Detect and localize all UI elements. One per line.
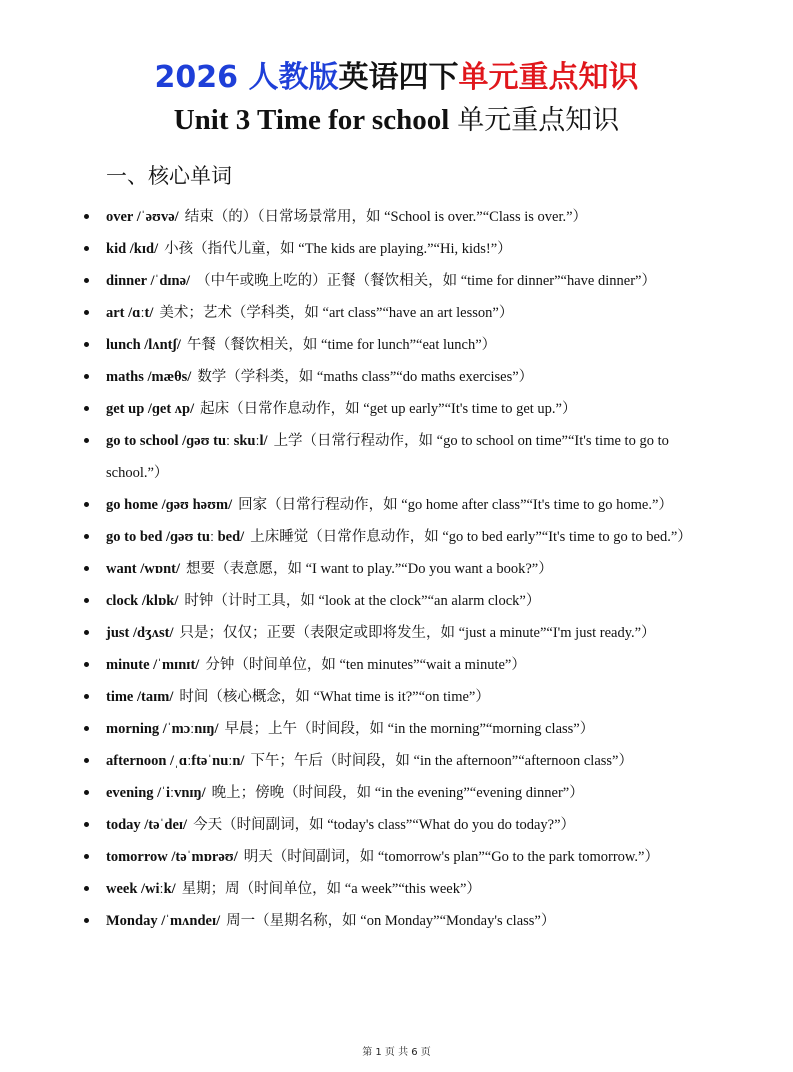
vocab-meaning: 分钟（时间单位，如 “ten minutes”“wait a minute”） (205, 657, 526, 673)
vocab-item (0, 873, 793, 905)
vocab-word: minute /ˈmɪnɪt/ (106, 657, 200, 673)
vocab-word: get up /ɡet ʌp/ (106, 401, 195, 417)
vocab-meaning: （中午或晚上吃的）正餐（餐饮相关，如 “time for dinner”“have dinner”） (196, 273, 656, 289)
vocab-word: want /wɒnt/ (106, 561, 180, 577)
vocab-item (0, 265, 793, 297)
vocab-item (0, 809, 793, 841)
vocab-item (0, 361, 793, 393)
banner-part-topic: 单元重点知识 (458, 60, 639, 95)
vocab-meaning: 明天（时间副词，如 “tomorrow's plan”“Go to the park tomorrow.”） (243, 849, 659, 865)
vocab-meaning: 数学（学科类，如 “maths class”“do maths exercises”） (197, 369, 534, 385)
page-footer: 第 1 页 共 6 页 (362, 1047, 431, 1058)
vocab-word: tomorrow /təˈmɒrəʊ/ (106, 849, 238, 865)
vocab-item (0, 905, 793, 937)
vocab-word: today /təˈdeɪ/ (106, 817, 188, 833)
vocab-item (0, 201, 793, 233)
vocab-word: morning /ˈmɔːnɪŋ/ (106, 721, 219, 737)
vocab-item (0, 841, 793, 873)
unit-title-english: Unit 3 Time for school (173, 104, 450, 136)
banner-title (0, 52, 793, 96)
vocab-item (0, 489, 793, 521)
vocab-meaning: 想要（表意愿，如 “I want to play.”“Do you want a book?”） (186, 561, 553, 577)
section-heading: 一、核心单词 (106, 164, 232, 188)
vocab-word: go to bed /ɡəʊ tuː bed/ (106, 529, 245, 545)
banner-part-edition: 2026 人教版 (154, 60, 339, 95)
vocab-meaning: 时间（核心概念，如 “What time is it?”“on time”） (179, 689, 490, 705)
vocab-word: over /ˈəʊvə/ (106, 209, 179, 225)
vocab-word: Monday /ˈmʌndeɪ/ (106, 913, 221, 929)
vocab-word: afternoon /ˌɑːftəˈnuːn/ (106, 753, 245, 769)
vocab-word: kid /kɪd/ (106, 241, 159, 257)
vocab-item (0, 329, 793, 361)
vocab-list (0, 201, 793, 937)
vocab-word: art /ɑːt/ (106, 305, 154, 321)
vocab-meaning: 起床（日常作息动作，如 “get up early”“It's time to get up.”） (200, 401, 577, 417)
vocab-item (0, 233, 793, 265)
vocab-word: evening /ˈiːvnɪŋ/ (106, 785, 206, 801)
vocab-word: just /dʒʌst/ (106, 625, 174, 641)
vocab-item (0, 713, 793, 745)
vocab-item (0, 617, 793, 649)
vocab-meaning: 美术；艺术（学科类，如 “art class”“have an art lesson”） (159, 305, 514, 321)
vocab-item (0, 553, 793, 585)
vocab-meaning: 早晨；上午（时间段，如 “in the morning”“morning class”） (224, 721, 595, 737)
vocab-item (0, 745, 793, 777)
vocab-word: lunch /lʌntʃ/ (106, 337, 181, 353)
vocab-item (0, 393, 793, 425)
vocab-meaning: 上床睡觉（日常作息动作，如 “go to bed early”“It's time to go to bed.”） (250, 529, 692, 545)
vocab-meaning: 今天（时间副词，如 “today's class”“What do you do today?”） (193, 817, 576, 833)
vocab-meaning: 晚上；傍晚（时间段，如 “in the evening”“evening dinner”） (211, 785, 584, 801)
unit-title-chinese: 单元重点知识 (457, 105, 620, 136)
banner-part-grade: 英语四下 (338, 60, 459, 95)
vocab-meaning: 下午；午后（时间段，如 “in the afternoon”“afternoon class”） (250, 753, 633, 769)
vocab-meaning: 时钟（计时工具，如 “look at the clock”“an alarm clock”） (184, 593, 541, 609)
vocab-item (0, 681, 793, 713)
vocab-item (0, 585, 793, 617)
vocab-meaning: 只是；仅仅；正要（表限定或即将发生，如 “just a minute”“I'm just ready.”） (179, 625, 656, 641)
vocab-word: clock /klɒk/ (106, 593, 179, 609)
vocab-meaning: 星期；周（时间单位，如 “a week”“this week”） (181, 881, 481, 897)
vocab-item (0, 297, 793, 329)
unit-title (0, 98, 793, 137)
vocab-meaning: 午餐（餐饮相关，如 “time for lunch”“eat lunch”） (186, 337, 497, 353)
vocab-word: dinner /ˈdɪnə/ (106, 273, 191, 289)
vocab-item (0, 649, 793, 681)
vocab-item (0, 521, 793, 553)
vocab-meaning: 上学（日常行程动作，如 “go to school on time”“It's time to go to school.”） (106, 433, 669, 481)
vocab-item (0, 777, 793, 809)
vocab-word: week /wiːk/ (106, 881, 176, 897)
vocab-meaning: 小孩（指代儿童，如 “The kids are playing.”“Hi, kids!”） (164, 241, 512, 257)
vocab-word: maths /mæθs/ (106, 369, 192, 385)
vocab-word: go to school /ɡəʊ tuː skuːl/ (106, 433, 268, 449)
vocab-word: go home /ɡəʊ həʊm/ (106, 497, 233, 513)
vocab-meaning: 回家（日常行程动作，如 “go home after class”“It's time to go home.”） (238, 497, 673, 513)
vocab-meaning: 周一（星期名称，如 “on Monday”“Monday's class”） (226, 913, 556, 929)
vocab-word: time /taɪm/ (106, 689, 174, 705)
vocab-meaning: 结束（的）（日常场景常用，如 “School is over.”“Class is over.”） (184, 209, 588, 225)
vocab-item (0, 425, 793, 489)
